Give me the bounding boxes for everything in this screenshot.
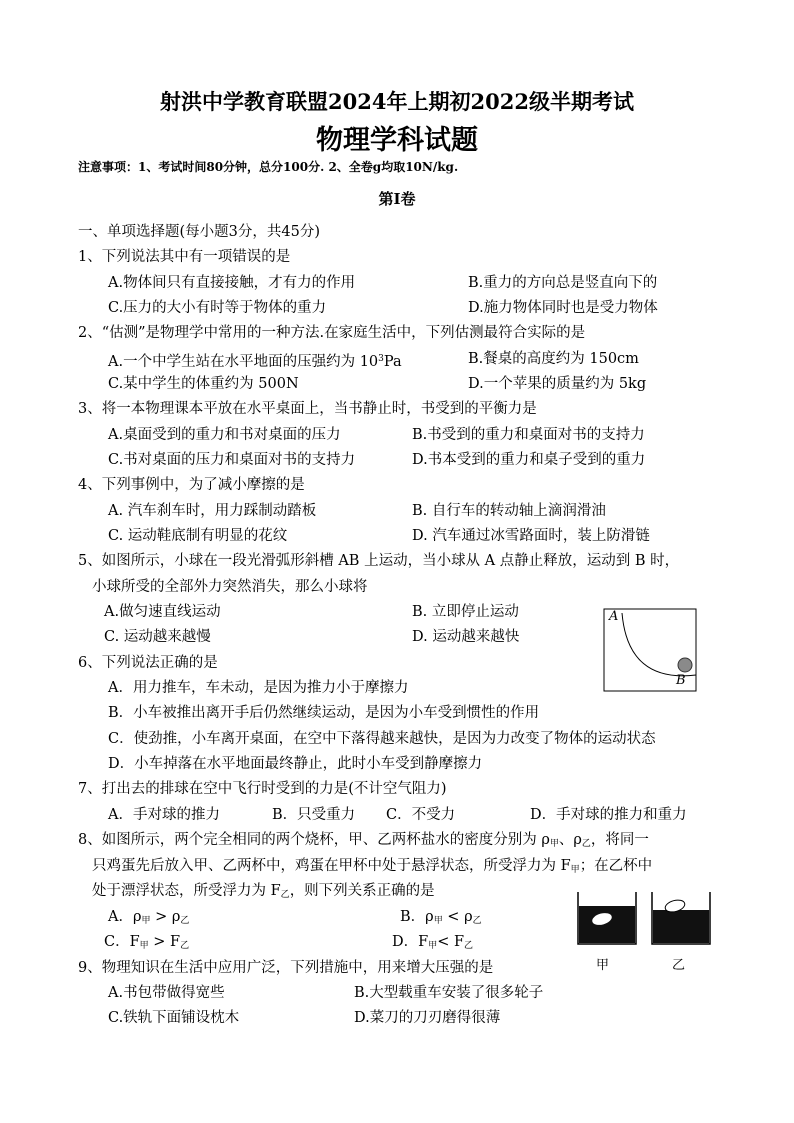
question-8-stem-cont: 只鸡蛋先后放入甲、乙两杯中，鸡蛋在甲杯中处于悬浮状态，所受浮力为 $F_甲$；在乙杯中 (92, 858, 653, 875)
q4-option-b: B. 自行车的转动轴上滴润滑油 (412, 503, 606, 519)
q2-option-c: C.某中学生的体重约为 500N (108, 376, 299, 392)
q4-option-a: A. 汽车刹车时，用力踩制动踏板 (108, 503, 317, 519)
question-3-stem: 3、将一本物理课本平放在水平桌面上，当书静止时，书受到的平衡力是 (78, 401, 537, 417)
q1-option-d: D.施力物体同时也是受力物体 (468, 300, 658, 316)
question-6-stem: 6、下列说法正确的是 (78, 655, 218, 671)
question-8-stem-cont2: 处于漂浮状态，所受浮力为 $F_乙$，则下列关系正确的是 (92, 883, 435, 900)
section-heading: 一、单项选择题(每小题3分，共45分) (78, 224, 320, 240)
q9-option-a: A.书包带做得宽些 (108, 985, 225, 1001)
q7-option-a: A．手对球的推力 (108, 807, 220, 823)
beakers-figure (572, 888, 720, 948)
q3-option-a: A.桌面受到的重力和书对桌面的压力 (108, 427, 341, 443)
q6-option-d: D．小车掉落在水平地面最终静止，此时小车受到静摩擦力 (108, 756, 483, 772)
question-7-stem: 7、打出去的排球在空中飞行时受到的力是(不计空气阻力) (78, 781, 447, 797)
q6-option-c: C．使劲推，小车离开桌面，在空中下落得越来越快，是因为力改变了物体的运动状态 (108, 731, 656, 747)
question-9-stem: 9、物理知识在生活中应用广泛，下列措施中，用来增大压强的是 (78, 960, 494, 976)
q7-option-b: B．只受重力 (272, 807, 356, 823)
q9-option-c: C.铁轨下面铺设枕木 (108, 1010, 240, 1026)
question-8-stem: 8、如图所示，两个完全相同的两个烧杯，甲、乙两杯盐水的密度分别为 $\rho_甲$、$\rho_乙$，将同一 (78, 832, 649, 849)
q5-option-a: A.做匀速直线运动 (104, 604, 221, 620)
point-a-label: A (609, 609, 619, 624)
notice-text: 注意事项：1、考试时间80分钟，总分100分. 2、全卷g均取10N/kg. (78, 160, 459, 174)
q5-option-c: C. 运动越来越慢 (104, 629, 211, 645)
q7-option-c: C．不受力 (386, 807, 456, 823)
question-4-stem: 4、下列事例中，为了减小摩擦的是 (78, 477, 305, 493)
q8-option-a: A．$\rho_甲 > \rho_乙$ (108, 909, 190, 926)
question-5-stem: 5、如图所示，小球在一段光滑弧形斜槽 AB 上运动，当小球从 A 点静止释放，运动到 B 时， (78, 553, 680, 569)
q9-option-b: B.大型载重车安装了很多轮子 (354, 985, 544, 1001)
q8-option-b: B．$\rho_甲 < \rho_乙$ (400, 909, 482, 926)
point-b-label: B (676, 673, 686, 688)
beaker-jia-label: 甲 (596, 958, 610, 973)
q3-option-c: C.书对桌面的压力和桌面对书的支持力 (108, 452, 356, 468)
exam-title: 射洪中学教育联盟2024年上期初2022级半期考试 (160, 89, 634, 114)
subject-title: 物理学科试题 (316, 125, 478, 156)
q8-option-c: C．$F_甲 > F_乙$ (104, 934, 190, 951)
q3-option-d: D.书本受到的重力和桌子受到的重力 (412, 452, 646, 468)
q2-option-a: A.一个中学生站在水平地面的压强约为 $10^3Pa$ (108, 354, 402, 370)
q8-option-d: D．$F_甲< F_乙$ (392, 934, 474, 951)
q6-option-a: A．用力推车，车未动，是因为推力小于摩擦力 (108, 680, 409, 696)
q3-option-b: B.书受到的重力和桌面对书的支持力 (412, 427, 645, 443)
q1-option-c: C.压力的大小有时等于物体的重力 (108, 300, 327, 316)
q1-option-b: B.重力的方向总是竖直向下的 (468, 275, 658, 291)
question-1-stem: 1、下列说法其中有一项错误的是 (78, 249, 291, 265)
q4-option-c: C. 运动鞋底制有明显的花纹 (108, 528, 288, 544)
q6-option-b: B．小车被推出离开手后仍然继续运动，是因为小车受到惯性的作用 (108, 705, 540, 721)
question-5-stem-cont: 小球所受的全部外力突然消失，那么小球将 (92, 579, 368, 595)
q2-option-b: B.餐桌的高度约为 150cm (468, 351, 639, 367)
q1-option-a: A.物体间只有直接接触，才有力的作用 (108, 275, 356, 291)
q7-option-d: D．手对球的推力和重力 (530, 807, 687, 823)
question-2-stem: 2、“估测”是物理学中常用的一种方法.在家庭生活中，下列估测最符合实际的是 (78, 325, 586, 341)
q5-option-b: B. 立即停止运动 (412, 604, 519, 620)
volume-heading: 第Ⅰ卷 (378, 190, 416, 208)
beaker-yi-label: 乙 (672, 958, 686, 973)
q4-option-d: D. 汽车通过冰雪路面时，装上防滑链 (412, 528, 650, 544)
q5-option-d: D. 运动越来越快 (412, 629, 520, 645)
q2-option-d: D.一个苹果的质量约为 5kg (468, 376, 647, 392)
q9-option-d: D.菜刀的刀刃磨得很薄 (354, 1010, 501, 1026)
